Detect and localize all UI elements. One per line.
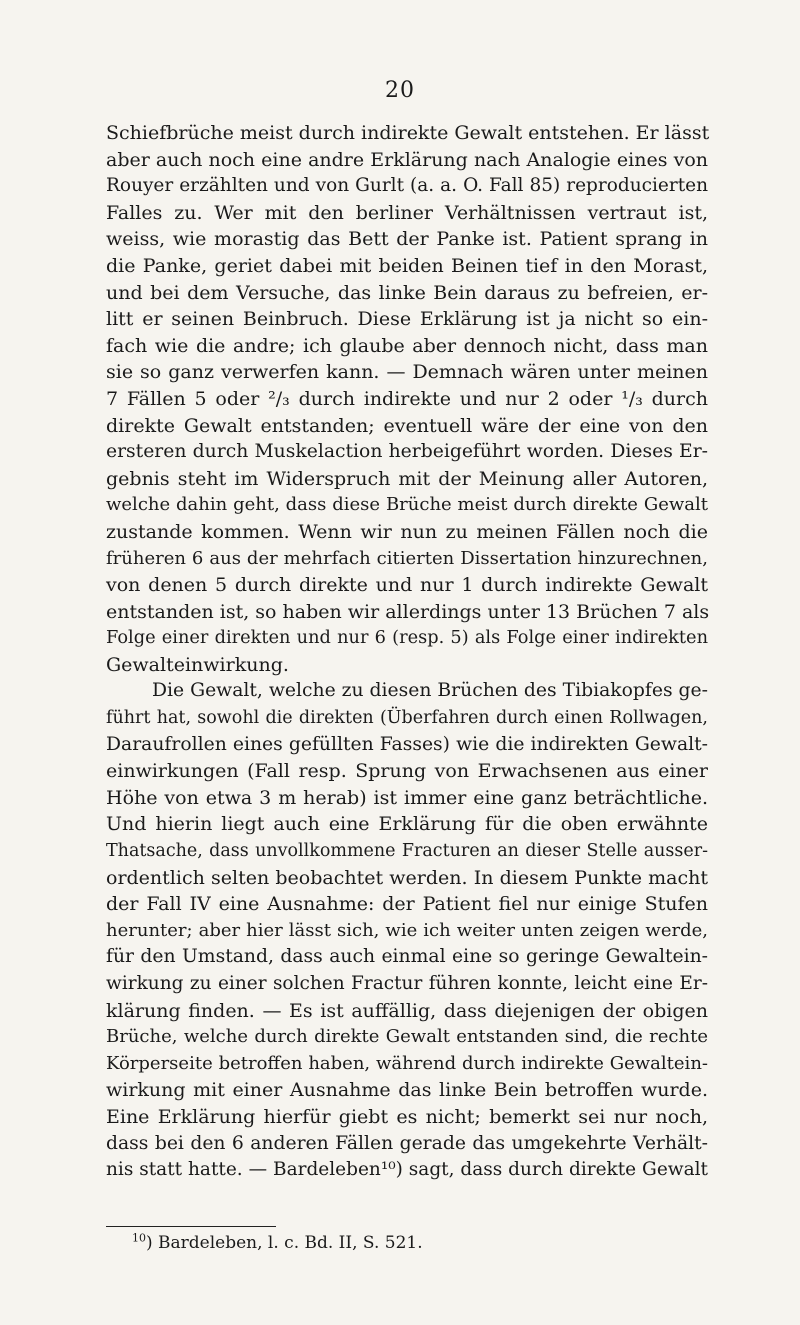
text-line: weiss, wie morastig das Bett der Panke ist. Patient sprang in	[106, 228, 708, 251]
text-line: einwirkungen (Fall resp. Sprung von Erwachsenen aus einer	[106, 760, 708, 783]
text-line: klärung finden. — Es ist auffällig, dass diejenigen der obigen	[106, 999, 708, 1022]
text-line: wirkung mit einer Ausnahme das linke Bein betroffen wurde.	[106, 1079, 708, 1102]
text-line: Körperseite betroffen haben, während durch indirekte Gewaltein-	[106, 1052, 708, 1074]
text-line: die Panke, geriet dabei mit beiden Beinen tief in den Morast,	[106, 254, 708, 277]
text-line: Thatsache, dass unvollkommene Fracturen an dieser Stelle ausser-	[106, 841, 708, 862]
text-line: Und hierin liegt auch eine Erklärung für die oben erwähnte	[106, 813, 708, 836]
text-line: Daraufrollen eines gefüllten Fasses) wie die indirekten Gewalt-	[106, 733, 708, 755]
text-line: Die Gewalt, welche zu diesen Brüchen des Tibiakopfes ge-	[152, 680, 708, 702]
text-line: herunter; aber hier lässt sich, wie ich weiter unten zeigen werde,	[106, 919, 708, 941]
text-line: Brüche, welche durch direkte Gewalt entstanden sind, die rechte	[106, 1026, 708, 1048]
text-line: litt er seinen Beinbruch. Diese Erklärung ist ja nicht so ein-	[106, 308, 708, 331]
text-line: ordentlich selten beobachtet werden. In diesem Punkte macht	[106, 866, 708, 889]
text-line: 7 Fällen 5 oder ²/₃ durch indirekte und nur 2 oder ¹/₃ durch	[106, 387, 708, 410]
text-line: direkte Gewalt entstanden; eventuell wäre der eine von den	[106, 414, 708, 437]
text-line: führt hat, sowohl die direkten (Überfahren durch einen Rollwagen,	[106, 708, 708, 729]
text-line: früheren 6 aus der mehrfach citierten Dissertation hinzurechnen,	[106, 547, 708, 569]
text-line: wirkung zu einer solchen Fractur führen konnte, leicht eine Er-	[106, 973, 708, 994]
text-line: entstanden ist, so haben wir allerdings unter 13 Brüchen 7 als	[106, 600, 710, 623]
text-line: Schiefbrüche meist durch indirekte Gewalt entstehen. Er lässt	[106, 122, 710, 144]
text-line: und bei dem Versuche, das linke Bein daraus zu befreien, er-	[106, 281, 708, 304]
text-line: Folge einer direkten und nur 6 (resp. 5) als Folge einer indirekten	[106, 628, 708, 649]
body-text	[106, 120, 708, 1184]
text-line: nis statt hatte. — Bardeleben¹⁰) sagt, dass durch direkte Gewalt	[106, 1159, 708, 1181]
footnote	[132, 1232, 423, 1254]
text-line: dass bei den 6 anderen Fällen gerade das umgekehrte Verhält-	[106, 1132, 708, 1154]
text-line: welche dahin geht, dass diese Brüche meist durch direkte Gewalt	[106, 494, 708, 516]
text-line: Rouyer erzählten und von Gurlt (a. a. O. Fall 85) reproducierten	[106, 175, 708, 197]
text-line: Gewalteinwirkung.	[106, 653, 289, 676]
text-line: von denen 5 durch direkte und nur 1 durch indirekte Gewalt	[106, 574, 708, 597]
text-line: fach wie die andre; ich glaube aber dennoch nicht, dass man	[106, 334, 708, 357]
text-line: ersteren durch Muskelaction herbeigeführt worden. Dieses Er-	[106, 441, 708, 463]
page-number: 20	[385, 78, 415, 103]
footnote-text: ) Bardeleben, l. c. Bd. II, S. 521.	[146, 1233, 423, 1253]
text-line: zustande kommen. Wenn wir nun zu meinen Fällen noch die	[106, 520, 708, 543]
text-line: der Fall IV eine Ausnahme: der Patient fiel nur einige Stufen	[106, 893, 708, 916]
text-line: Höhe von etwa 3 m herab) ist immer eine ganz beträchtliche.	[106, 786, 708, 809]
text-line: aber auch noch eine andre Erklärung nach Analogie eines von	[106, 148, 708, 171]
text-line: Falles zu. Wer mit den berliner Verhältnissen vertraut ist,	[106, 201, 708, 224]
text-line: gebnis steht im Widerspruch mit der Meinung aller Autoren,	[106, 467, 708, 490]
text-line: sie so ganz verwerfen kann. — Demnach wären unter meinen	[106, 361, 708, 384]
footnote-rule	[106, 1226, 276, 1227]
text-line: Eine Erklärung hierfür giebt es nicht; bemerkt sei nur noch,	[106, 1105, 708, 1128]
text-line: für den Umstand, dass auch einmal eine so geringe Gewaltein-	[106, 946, 708, 968]
footnote-marker: 10	[132, 1231, 146, 1245]
